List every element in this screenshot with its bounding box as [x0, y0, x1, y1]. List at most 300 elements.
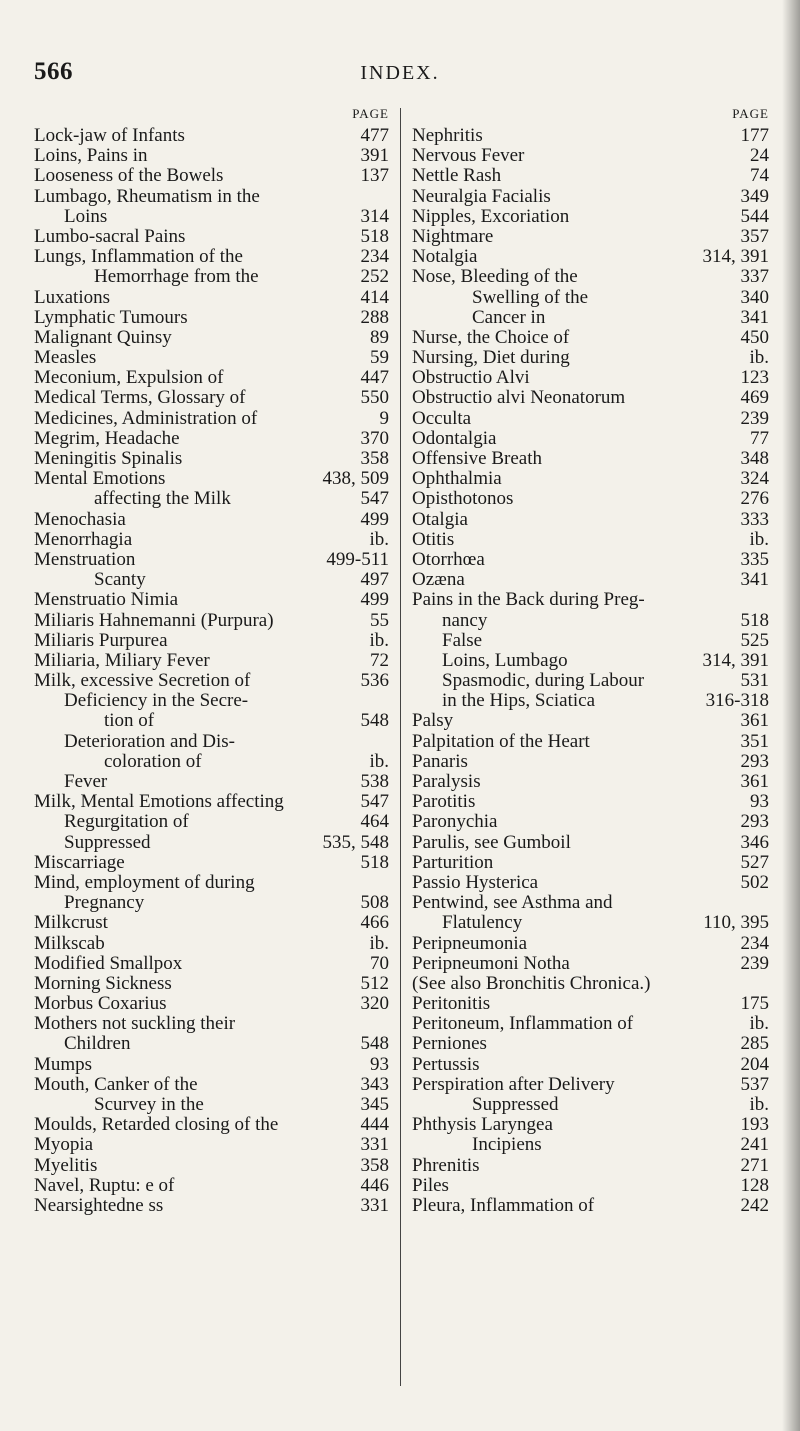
entry-term: Looseness of the Bowels [34, 165, 224, 187]
index-entry [412, 267, 769, 287]
entry-term: Pregnancy [64, 892, 145, 914]
entry-page: 525 [740, 629, 769, 651]
index-entry [412, 1135, 769, 1155]
entry-page: 271 [740, 1154, 769, 1176]
index-entry [412, 752, 769, 772]
index-entry [412, 631, 769, 651]
entry-page: 351 [740, 730, 769, 752]
right-index-column [412, 106, 769, 1216]
entry-page: 242 [740, 1194, 769, 1216]
entry-term: Mothers not suckling their [34, 1013, 236, 1035]
index-entry [412, 187, 769, 207]
entry-term: Perniones [412, 1033, 487, 1055]
entry-term: Spasmodic, during Labour [442, 670, 645, 692]
index-entry [412, 590, 769, 610]
entry-page: 345 [360, 1094, 389, 1115]
index-entry [412, 1115, 769, 1135]
index-entry [34, 308, 389, 328]
entry-term: Perspiration after Delivery [412, 1073, 615, 1095]
page-column-label: PAGE [732, 106, 769, 121]
entry-page: 341 [740, 306, 769, 328]
index-entry [412, 1055, 769, 1075]
index-entry [34, 590, 389, 610]
index-entry [34, 833, 389, 853]
index-entry [34, 1055, 389, 1075]
entry-term: coloration of [104, 750, 202, 772]
entry-page: 531 [740, 670, 769, 692]
entry-page: 193 [740, 1114, 769, 1136]
entry-term: Opisthotonos [412, 488, 514, 510]
index-entry [34, 671, 389, 691]
index-entry [412, 368, 769, 388]
entry-page: 234 [740, 932, 769, 954]
index-entry [34, 489, 389, 509]
entry-page: 9 [379, 407, 389, 429]
index-entry [34, 146, 389, 166]
entry-term: (See also Bronchitis Chronica.) [412, 972, 651, 994]
entry-term: Otalgia [412, 508, 468, 530]
entry-page: 241 [740, 1134, 769, 1156]
entry-term: Deficiency in the Secre- [64, 690, 249, 712]
right-entries [412, 126, 769, 1216]
entry-term: Nephritis [412, 125, 483, 146]
entry-term: Menstruation [34, 548, 136, 570]
entry-term: Suppressed [64, 831, 151, 853]
entry-page: 70 [370, 952, 389, 974]
entry-term: Hemorrhage from the [94, 266, 259, 288]
entry-term: Luxations [34, 286, 110, 308]
entry-term: Nearsightedne ss [34, 1194, 164, 1216]
page-title: INDEX. [360, 62, 440, 84]
entry-term: Milk, excessive Secretion of [34, 670, 251, 692]
entry-term: Ozæna [412, 569, 465, 591]
index-entry [34, 772, 389, 792]
entry-page: 316-318 [705, 690, 769, 712]
entry-term: Children [64, 1033, 131, 1055]
entry-term: Regurgitation of [64, 811, 189, 833]
page-edge-shadow [782, 0, 800, 1431]
entry-term: Pentwind, see Asthma and [412, 892, 613, 914]
entry-term: Deterioration and Dis- [64, 730, 235, 752]
entry-page: 128 [740, 1174, 769, 1196]
entry-term: Nursing, Diet during [412, 347, 570, 369]
entry-page: 285 [740, 1033, 769, 1055]
entry-term: False [442, 629, 483, 651]
index-entry [412, 792, 769, 812]
entry-term: Lymphatic Tumours [34, 306, 188, 328]
entry-term: Morning Sickness [34, 972, 172, 994]
index-entry [34, 873, 389, 893]
entry-term: Mental Emotions [34, 468, 166, 490]
index-entry [34, 449, 389, 469]
index-entry [412, 711, 769, 731]
index-entry [34, 1115, 389, 1135]
entry-term: Myelitis [34, 1154, 98, 1176]
index-entry [34, 934, 389, 954]
entry-term: Meconium, Expulsion of [34, 367, 224, 389]
entry-page: 447 [360, 367, 389, 389]
entry-page: 469 [740, 387, 769, 409]
index-entry [34, 611, 389, 631]
entry-page: 544 [740, 205, 769, 227]
entry-term: Megrim, Headache [34, 427, 180, 449]
entry-page: 89 [370, 326, 389, 348]
index-entry [34, 227, 389, 247]
entry-page: 320 [360, 993, 389, 1015]
index-entry [412, 348, 769, 368]
index-entry [34, 651, 389, 671]
index-entry [34, 469, 389, 489]
index-entry [34, 348, 389, 368]
index-entry [34, 1014, 389, 1034]
entry-page: 499-511 [326, 548, 389, 570]
entry-page: 59 [370, 347, 389, 369]
index-entry [412, 1075, 769, 1095]
index-entry [412, 1034, 769, 1054]
index-entry [34, 288, 389, 308]
index-entry [412, 893, 769, 913]
entry-page: 466 [360, 912, 389, 934]
entry-page: 497 [360, 569, 389, 591]
entry-term: Otitis [412, 528, 455, 550]
entry-page: 252 [360, 266, 389, 288]
entry-page: 175 [740, 993, 769, 1015]
entry-page: 438, 509 [322, 468, 389, 490]
entry-term: Paronychia [412, 811, 498, 833]
entry-term: Miliaris Hahnemanni (Purpura) [34, 609, 274, 631]
index-entry [412, 651, 769, 671]
entry-term: Peritoneum, Inflammation of [412, 1013, 634, 1035]
entry-term: Modified Smallpox [34, 952, 183, 974]
entry-page: ib. [749, 1094, 769, 1115]
index-entry [34, 1176, 389, 1196]
entry-page: 77 [750, 427, 769, 449]
entry-page: 547 [360, 791, 389, 813]
entry-term: Medical Terms, Glossary of [34, 387, 246, 409]
entry-term: Parotitis [412, 791, 476, 813]
entry-page: 548 [360, 710, 389, 732]
entry-page: 358 [360, 448, 389, 469]
entry-page: 391 [360, 145, 389, 167]
entry-term: Lock-jaw of Infants [34, 125, 185, 146]
index-entry [412, 247, 769, 267]
index-entry [412, 308, 769, 328]
index-entry [34, 732, 389, 752]
index-entry [34, 328, 389, 348]
index-entry [412, 570, 769, 590]
index-entry [34, 994, 389, 1014]
entry-term: Moulds, Retarded closing of the [34, 1114, 279, 1136]
index-entry [412, 671, 769, 691]
index-entry [412, 146, 769, 166]
entry-page: 446 [360, 1174, 389, 1196]
entry-page: ib. [369, 528, 389, 550]
index-entry [34, 187, 389, 207]
index-entry [34, 126, 389, 146]
index-entry [34, 691, 389, 711]
entry-page: 349 [740, 185, 769, 207]
entry-term: Milk, Mental Emotions affecting [34, 791, 284, 813]
entry-term: Parturition [412, 851, 494, 873]
entry-page: 331 [360, 1194, 389, 1216]
entry-term: Lungs, Inflammation of the [34, 246, 243, 268]
entry-term: Occulta [412, 407, 472, 429]
entry-page: 499 [360, 589, 389, 611]
entry-page: 324 [740, 468, 769, 490]
entry-term: Panaris [412, 750, 468, 772]
entry-term: Odontalgia [412, 427, 497, 449]
entry-page: 502 [740, 871, 769, 893]
index-entry [412, 772, 769, 792]
index-entry [412, 1176, 769, 1196]
entry-term: Peripneumoni Notha [412, 952, 570, 974]
entry-term: Nose, Bleeding of the [412, 266, 578, 288]
entry-page: 288 [360, 306, 389, 328]
index-entry [412, 550, 769, 570]
entry-page: 93 [750, 791, 769, 813]
index-entry [412, 812, 769, 832]
entry-page: ib. [749, 347, 769, 369]
index-entry [412, 934, 769, 954]
entry-page: 518 [360, 851, 389, 873]
entry-term: Fever [64, 771, 108, 792]
entry-term: Morbus Coxarius [34, 993, 167, 1015]
entry-term: Paralysis [412, 771, 481, 792]
entry-term: Cancer in [472, 306, 546, 328]
left-index-column [34, 106, 389, 1216]
entry-page: 518 [740, 609, 769, 631]
entry-page: 464 [360, 811, 389, 833]
index-entry [412, 207, 769, 227]
entry-term: Miliaria, Miliary Fever [34, 649, 210, 671]
index-entry [34, 207, 389, 227]
entry-page: 536 [360, 670, 389, 692]
entry-term: Scurvey in the [94, 1094, 204, 1115]
index-entry [34, 429, 389, 449]
entry-term: Mouth, Canker of the [34, 1073, 198, 1095]
entry-term: Navel, Ruptu: e of [34, 1174, 175, 1196]
entry-page: ib. [749, 1013, 769, 1035]
entry-page: 314 [360, 205, 389, 227]
entry-term: Mind, employment of during [34, 871, 255, 893]
entry-page: 335 [740, 548, 769, 570]
index-entry [34, 550, 389, 570]
entry-page: 55 [370, 609, 389, 631]
index-entry [34, 267, 389, 287]
index-entry [412, 449, 769, 469]
index-entry [34, 792, 389, 812]
index-entry [412, 732, 769, 752]
entry-term: Flatulency [442, 912, 523, 934]
entry-term: Obstructio alvi Neonatorum [412, 387, 626, 409]
entry-term: Loins [64, 205, 108, 227]
entry-term: Medicines, Administration of [34, 407, 258, 429]
entry-term: Pleura, Inflammation of [412, 1194, 595, 1216]
entry-page: 293 [740, 750, 769, 772]
entry-term: Offensive Breath [412, 448, 542, 469]
index-entry [34, 631, 389, 651]
index-entry [34, 388, 389, 408]
index-entry [34, 752, 389, 772]
entry-term: Parulis, see Gumboil [412, 831, 571, 853]
entry-term: Ophthalmia [412, 468, 502, 490]
entry-term: Nettle Rash [412, 165, 502, 187]
index-entry [34, 853, 389, 873]
index-entry [412, 833, 769, 853]
entry-term: Neuralgia Facialis [412, 185, 551, 207]
entry-page: 74 [750, 165, 769, 187]
entry-term: Pains in the Back during Preg- [412, 589, 645, 611]
index-entry [412, 1095, 769, 1115]
index-entry [34, 1075, 389, 1095]
entry-page: 499 [360, 508, 389, 530]
index-entry [412, 166, 769, 186]
entry-page: 358 [360, 1154, 389, 1176]
entry-page: 348 [740, 448, 769, 469]
entry-page: 450 [740, 326, 769, 348]
entry-term: tion of [104, 710, 155, 732]
entry-page: 314, 391 [702, 649, 769, 671]
index-entry [412, 1014, 769, 1034]
entry-term: Menstruatio Nimia [34, 589, 179, 611]
entry-term: Piles [412, 1174, 449, 1196]
entry-term: Pertussis [412, 1053, 480, 1075]
entry-page: 548 [360, 1033, 389, 1055]
entry-page: 314, 391 [702, 246, 769, 268]
entry-term: Suppressed [472, 1094, 559, 1115]
index-entry [412, 954, 769, 974]
entry-term: Milkcrust [34, 912, 108, 934]
entry-term: Lumbago, Rheumatism in the [34, 185, 260, 207]
entry-term: affecting the Milk [94, 488, 231, 510]
index-entry [412, 974, 769, 994]
entry-page: 239 [740, 952, 769, 974]
entry-term: Notalgia [412, 246, 478, 268]
index-entry [412, 328, 769, 348]
entry-term: Meningitis Spinalis [34, 448, 183, 469]
column-divider [400, 108, 401, 1386]
index-entry [412, 126, 769, 146]
index-entry [34, 510, 389, 530]
index-entry [34, 893, 389, 913]
entry-page: 535, 548 [322, 831, 389, 853]
entry-term: Miscarriage [34, 851, 125, 873]
entry-page: 414 [360, 286, 389, 308]
entry-page: 357 [740, 225, 769, 247]
entry-page: 340 [740, 286, 769, 308]
entry-page: 343 [360, 1073, 389, 1095]
index-entry [412, 227, 769, 247]
entry-page: 538 [360, 771, 389, 792]
entry-page: 293 [740, 811, 769, 833]
entry-term: Otorrhœa [412, 548, 485, 570]
index-entry [34, 530, 389, 550]
index-entry [412, 469, 769, 489]
index-entry [412, 913, 769, 933]
entry-page: 341 [740, 569, 769, 591]
left-entries [34, 126, 389, 1216]
index-entry [412, 288, 769, 308]
entry-page: 537 [740, 1073, 769, 1095]
entry-term: Miliaris Purpurea [34, 629, 168, 651]
entry-term: Palsy [412, 710, 454, 732]
index-entry [412, 530, 769, 550]
entry-term: Malignant Quinsy [34, 326, 172, 348]
entry-term: Nipples, Excoriation [412, 205, 570, 227]
index-entry [412, 1196, 769, 1216]
index-entry [412, 994, 769, 1014]
entry-page: 331 [360, 1134, 389, 1156]
index-entry [34, 1095, 389, 1115]
entry-term: Obstructio Alvi [412, 367, 530, 389]
entry-term: Menochasia [34, 508, 126, 530]
entry-term: in the Hips, Sciatica [442, 690, 596, 712]
index-entry [412, 853, 769, 873]
entry-page: 527 [740, 851, 769, 873]
entry-term: Loins, Pains in [34, 145, 148, 167]
entry-page: ib. [749, 528, 769, 550]
entry-page: 24 [750, 145, 769, 167]
entry-term: Incipiens [472, 1134, 542, 1156]
entry-page: 337 [740, 266, 769, 288]
entry-term: Myopia [34, 1134, 94, 1156]
entry-page: 444 [360, 1114, 389, 1136]
entry-term: Phthysis Laryngea [412, 1114, 553, 1136]
page-column-label: PAGE [352, 106, 389, 121]
index-entry [34, 166, 389, 186]
entry-page: 239 [740, 407, 769, 429]
entry-term: Menorrhagia [34, 528, 133, 550]
index-entry [34, 711, 389, 731]
index-entry [34, 570, 389, 590]
entry-term: Milkscab [34, 932, 105, 954]
index-entry [34, 1135, 389, 1155]
index-entry [412, 489, 769, 509]
entry-page: 508 [360, 892, 389, 914]
entry-term: Peripneumonia [412, 932, 528, 954]
page-number: 566 [34, 58, 73, 85]
index-entry [34, 409, 389, 429]
entry-page: 110, 395 [703, 912, 769, 934]
entry-page: 204 [740, 1053, 769, 1075]
index-entry [412, 873, 769, 893]
index-entry [412, 1156, 769, 1176]
entry-term: Peritonitis [412, 993, 491, 1015]
entry-page: 361 [740, 710, 769, 732]
entry-page: 518 [360, 225, 389, 247]
index-entry [34, 1034, 389, 1054]
entry-page: ib. [369, 629, 389, 651]
entry-term: Mumps [34, 1053, 93, 1075]
index-entry [412, 409, 769, 429]
index-entry [34, 368, 389, 388]
entry-term: Scanty [94, 569, 146, 591]
entry-term: Passio Hysterica [412, 871, 539, 893]
index-entry [34, 913, 389, 933]
entry-term: Lumbo-sacral Pains [34, 225, 186, 247]
index-entry [34, 974, 389, 994]
entry-page: 177 [740, 125, 769, 146]
entry-page: ib. [369, 932, 389, 954]
entry-page: 234 [360, 246, 389, 268]
entry-page: 93 [370, 1053, 389, 1075]
index-entry [412, 510, 769, 530]
entry-term: Phrenitis [412, 1154, 480, 1176]
entry-page: 547 [360, 488, 389, 510]
entry-page: 276 [740, 488, 769, 510]
index-entry [34, 1156, 389, 1176]
entry-page: 333 [740, 508, 769, 530]
